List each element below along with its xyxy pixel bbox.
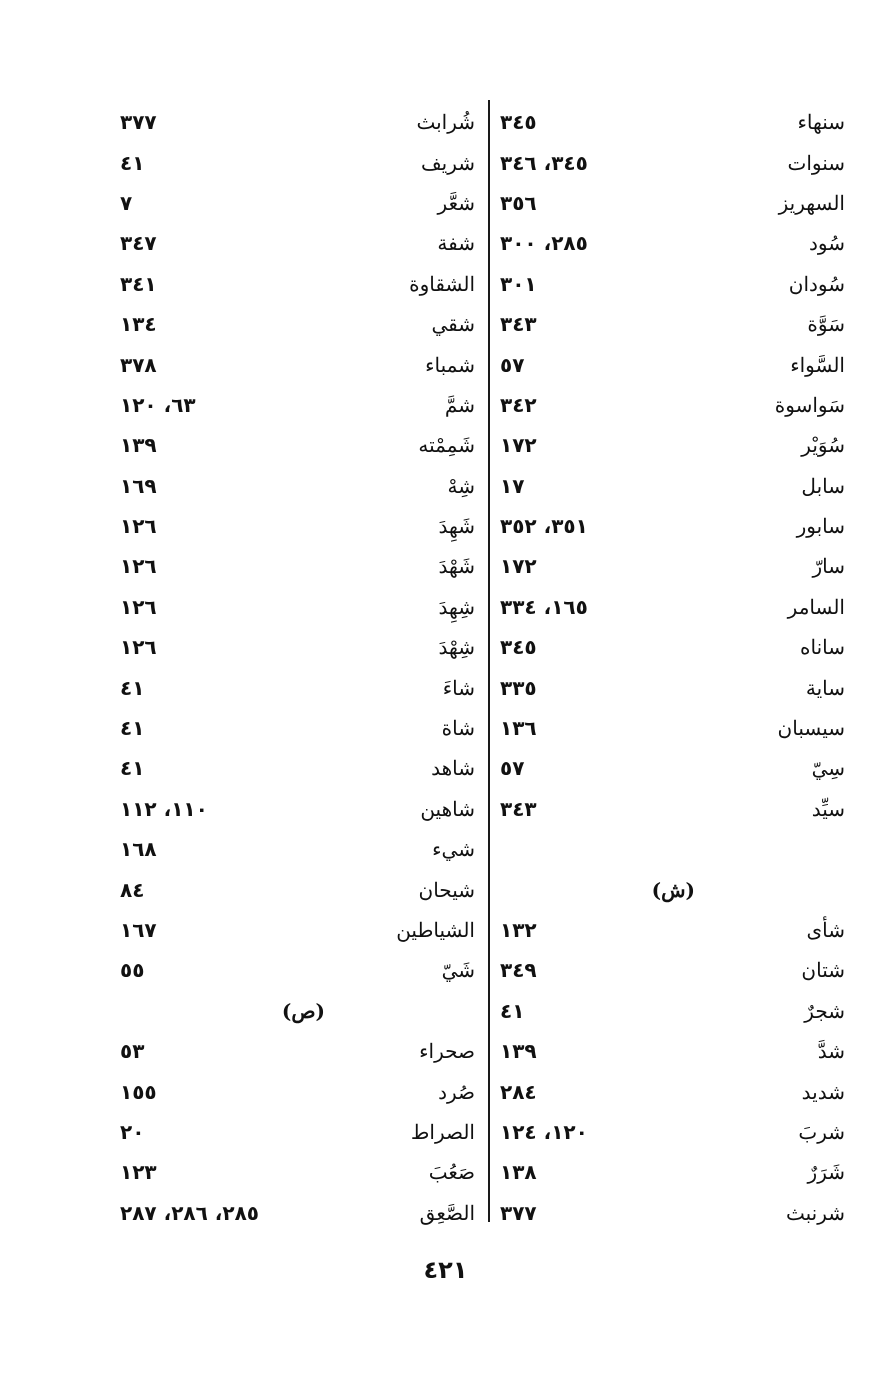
entry-word: سيِّد — [811, 796, 845, 821]
entry-pages: ١٧٢ — [500, 433, 537, 458]
entry-pages: ٣٤٢ — [500, 392, 537, 417]
index-entry — [120, 950, 475, 990]
entry-pages: ١٢٦ — [120, 554, 157, 579]
index-entry — [120, 587, 475, 627]
index-entry — [120, 1031, 475, 1071]
index-entry — [500, 587, 845, 627]
index-entry — [120, 1112, 475, 1152]
entry-pages: ٤١ — [500, 998, 525, 1023]
index-entry — [120, 385, 475, 425]
page-number: ٤٢١ — [423, 1256, 468, 1284]
entry-pages: ٤١ — [120, 716, 145, 741]
entry-word: صحراء — [419, 1039, 475, 1064]
entry-word: سابور — [796, 514, 845, 539]
index-entry — [120, 102, 475, 142]
entry-word: شَهِدَ — [438, 514, 475, 539]
section-heading: (ص) — [281, 998, 325, 1023]
entry-pages: ١٧ — [500, 473, 525, 498]
entry-word: سنوات — [787, 150, 845, 175]
index-entry — [500, 385, 845, 425]
entry-word: الشياطين — [396, 918, 475, 942]
entry-pages: ٤١ — [120, 675, 145, 700]
entry-pages: ١٦٥، ٣٣٤ — [500, 594, 588, 619]
index-entry — [500, 546, 845, 586]
entry-pages: ٢٨٥، ٢٨٦، ٢٨٧ — [120, 1200, 259, 1225]
entry-word: شعَّر — [437, 190, 475, 215]
entry-word: شِهْ — [447, 473, 475, 498]
entry-pages: ١٣٦ — [500, 716, 537, 741]
entry-pages: ٢٠ — [120, 1119, 145, 1144]
entry-pages: ٣٠١ — [500, 271, 537, 296]
entry-pages: ٣٤٧ — [120, 231, 157, 256]
index-entry — [120, 506, 475, 546]
entry-word: شاة — [441, 716, 475, 741]
entry-word: شَيّ — [441, 958, 475, 983]
index-entry — [500, 627, 845, 667]
entry-word: شَهْدَ — [438, 554, 475, 579]
entry-pages: ٣٤٥ — [500, 635, 537, 660]
entry-pages: ١٧٢ — [500, 554, 537, 579]
entry-pages: ١٦٩ — [120, 473, 157, 498]
entry-pages: ٣٧٨ — [120, 352, 157, 377]
entry-word: شَرَرٌ — [807, 1160, 845, 1185]
index-entry — [120, 1193, 475, 1233]
index-entry — [120, 667, 475, 707]
entry-word: شفة — [437, 231, 475, 256]
entry-pages: ٣٧٧ — [120, 110, 157, 135]
index-entry — [120, 223, 475, 263]
entry-pages: ٢٨٥، ٣٠٠ — [500, 231, 588, 256]
entry-word: شجرٌ — [804, 998, 845, 1023]
entry-word: سَوَّة — [807, 312, 845, 337]
entry-word: الصراط — [410, 1119, 475, 1144]
entry-word: شاهين — [420, 796, 475, 821]
entry-pages: ٣٥١، ٣٥٢ — [500, 514, 588, 539]
entry-pages: ١٣٨ — [500, 1160, 537, 1185]
entry-pages: ٥٣ — [120, 1039, 145, 1064]
entry-word: سيسبان — [777, 716, 845, 741]
entry-word: شَمِمْته — [418, 433, 475, 458]
index-entry — [120, 304, 475, 344]
index-entry — [500, 1071, 845, 1111]
entry-pages: ٧ — [120, 190, 133, 215]
entry-word: شديد — [801, 1079, 845, 1104]
entry-word: شأى — [806, 918, 845, 942]
entry-pages: ٦٣، ١٢٠ — [120, 392, 196, 417]
entry-word: السَّواء — [790, 352, 845, 377]
entry-word: صُرد — [438, 1079, 475, 1104]
index-entry — [500, 1112, 845, 1152]
column-divider — [488, 100, 490, 1222]
entry-word: شِهْدَ — [438, 635, 475, 660]
entry-word: ساناه — [800, 635, 845, 660]
entry-word: سُود — [809, 231, 845, 256]
entry-pages: ٥٥ — [120, 958, 145, 983]
entry-pages: ٥٧ — [500, 352, 525, 377]
entry-word: الصَّعِق — [419, 1200, 475, 1225]
entry-word: شِهِدَ — [438, 594, 475, 619]
entry-word: شمَّ — [444, 392, 475, 417]
entry-pages: ١٢٦ — [120, 594, 157, 619]
right-column — [500, 102, 845, 1233]
entry-pages: ٣٤٥ — [500, 110, 537, 135]
index-entry — [120, 1071, 475, 1111]
entry-pages: ١٣٩ — [120, 433, 157, 458]
index-entry — [500, 950, 845, 990]
index-entry — [120, 183, 475, 223]
entry-word: الشقاوة — [409, 271, 475, 296]
entry-pages: ٤١ — [120, 756, 145, 781]
entry-pages: ٤١ — [120, 150, 145, 175]
index-entry — [500, 183, 845, 223]
entry-word: شمباء — [425, 352, 475, 377]
index-entry — [120, 829, 475, 869]
index-entry — [120, 708, 475, 748]
index-entry — [120, 466, 475, 506]
index-entry — [500, 264, 845, 304]
entry-pages: ١١٠، ١١٢ — [120, 796, 208, 821]
entry-word: شاهد — [431, 756, 475, 781]
entry-pages: ٣٤٥، ٣٤٦ — [500, 150, 588, 175]
index-entry — [500, 789, 845, 829]
index-entry — [500, 506, 845, 546]
entry-word: شاءَ — [442, 675, 475, 700]
index-entry — [500, 142, 845, 182]
index-entry — [120, 910, 475, 950]
entry-pages: ١٢٣ — [120, 1160, 157, 1185]
index-entry — [500, 102, 845, 142]
entry-pages: ١٥٥ — [120, 1079, 157, 1104]
entry-word: صَعُبَ — [428, 1160, 475, 1185]
entry-word: السهريز — [778, 190, 845, 215]
index-entry — [120, 344, 475, 384]
entry-pages: ١٦٧ — [120, 918, 157, 942]
entry-word: سارّ — [812, 554, 845, 579]
entry-pages: ٢٨٤ — [500, 1079, 537, 1104]
entry-pages: ٣٣٥ — [500, 675, 537, 700]
entry-word: شدَّ — [817, 1039, 845, 1064]
entry-word: سُوَيْر — [801, 433, 845, 458]
entry-pages: ٣٤١ — [120, 271, 157, 296]
index-entry — [120, 869, 475, 909]
index-entry — [500, 344, 845, 384]
index-entry — [500, 223, 845, 263]
entry-word: سَواسوة — [774, 392, 845, 417]
index-entry — [120, 264, 475, 304]
entry-word: شيء — [432, 837, 475, 862]
entry-pages: ٣٥٦ — [500, 190, 537, 215]
index-entry — [120, 627, 475, 667]
index-entry — [120, 142, 475, 182]
entry-word: ساية — [805, 675, 845, 700]
entry-word: سنهاء — [797, 110, 845, 135]
index-entry — [500, 304, 845, 344]
entry-pages: ٣٤٩ — [500, 958, 537, 983]
left-column — [120, 102, 475, 1233]
index-entry — [500, 1193, 845, 1233]
index-entry — [120, 425, 475, 465]
entry-pages: ٣٧٧ — [500, 1200, 537, 1225]
index-entry — [120, 1152, 475, 1192]
entry-word: شربَ — [798, 1119, 845, 1144]
entry-pages: ١٣٢ — [500, 918, 537, 942]
entry-pages: ٥٧ — [500, 756, 525, 781]
index-entry — [500, 667, 845, 707]
entry-word: سِيّ — [811, 756, 845, 781]
entry-word: سُودان — [788, 271, 845, 296]
spacer — [500, 829, 845, 869]
entry-pages: ١٣٩ — [500, 1039, 537, 1064]
entry-word: شتان — [801, 958, 845, 983]
index-entry — [500, 425, 845, 465]
index-entry — [500, 1152, 845, 1192]
index-entry — [500, 910, 845, 950]
index-entry — [500, 1031, 845, 1071]
entry-word: شيحان — [418, 877, 475, 902]
section-heading: (ش) — [651, 877, 695, 902]
index-entry — [120, 546, 475, 586]
entry-pages: ١٣٤ — [120, 312, 157, 337]
index-entry — [500, 466, 845, 506]
entry-pages: ١٢٠، ١٢٤ — [500, 1119, 588, 1144]
entry-word: شرنبث — [785, 1200, 845, 1225]
entry-word: شقي — [431, 312, 475, 337]
index-entry — [120, 789, 475, 829]
entry-word: شريف — [420, 150, 475, 175]
index-entry — [500, 708, 845, 748]
entry-word: شُرابث — [416, 110, 475, 135]
entry-pages: ٣٤٣ — [500, 312, 537, 337]
index-entry — [500, 748, 845, 788]
entry-word: سابل — [801, 473, 845, 498]
entry-pages: ١٦٨ — [120, 837, 157, 862]
index-entry — [500, 991, 845, 1031]
entry-pages: ٨٤ — [120, 877, 145, 902]
entry-word: السامر — [787, 594, 845, 619]
entry-pages: ١٢٦ — [120, 514, 157, 539]
entry-pages: ١٢٦ — [120, 635, 157, 660]
index-entry — [120, 748, 475, 788]
entry-pages: ٣٤٣ — [500, 796, 537, 821]
